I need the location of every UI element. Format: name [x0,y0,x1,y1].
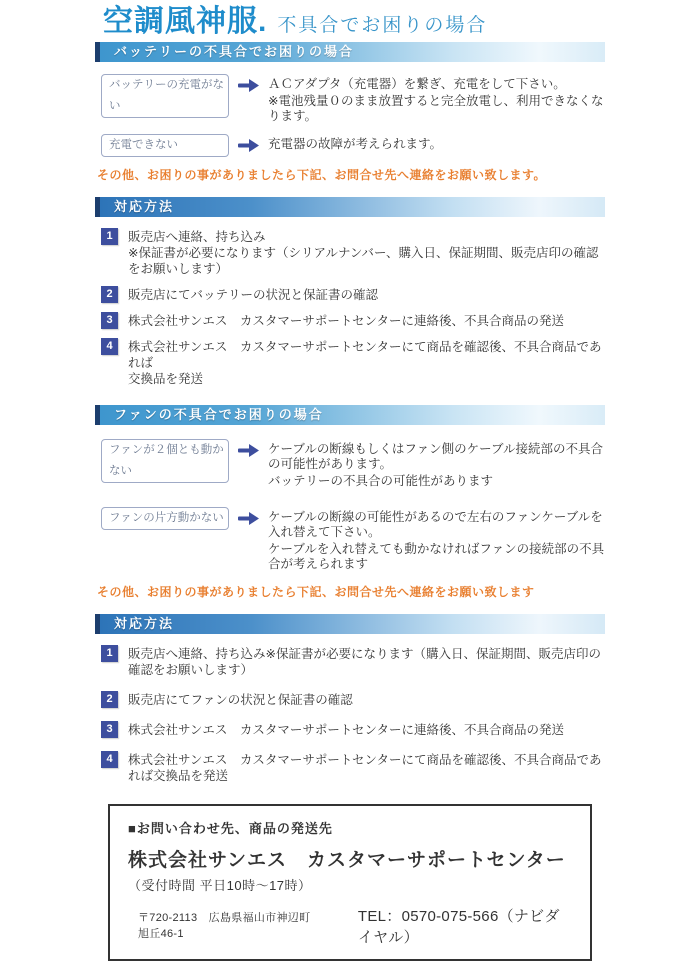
step-number-badge: 3 [101,312,118,329]
condition-box-battery-no-charge: バッテリーの充電がない [101,74,229,118]
step-line: 株式会社サンエス カスタマーサポートセンターにて商品を確認後、不具合商品であれば交換品を発送 [128,753,602,783]
contact-label: ■お問い合わせ先、商品の発送先 [128,821,333,836]
step-number-badge: 1 [101,228,118,245]
right-arrow-icon [238,444,259,457]
step-number-badge: 3 [101,721,118,738]
fan-steps-list [95,645,605,784]
step-number-badge: 2 [101,286,118,303]
step-item-4 [101,338,605,387]
contact-address: 〒720-2113 広島県福山市神辺町旭丘46-1 [138,912,311,940]
step-text [128,286,378,303]
answer-line: 充電器の故障が考えられます。 [268,137,443,151]
section-header-fan-steps: 対応方法 [95,614,605,634]
page-subtitle: 不具合でお困りの場合 [277,15,488,36]
step-text [128,645,605,678]
step-line: 交換品を発送 [128,372,204,386]
step-item-3 [101,721,605,738]
fan-contact-note: その他、お困りの事がありましたら下記、お問合せ先へ連絡をお願い致します [97,585,535,599]
section-header-battery-steps: 対応方法 [95,197,605,217]
section-header-fan-trouble: ファンの不具合でお困りの場合 [95,405,605,425]
right-arrow-icon [238,512,259,525]
fan-condition-row-1 [95,439,605,491]
step-line: 株式会社サンエス カスタマーサポートセンターにて商品を確認後、不具合商品であれば [128,340,602,370]
step-number-badge: 1 [101,645,118,662]
contact-info-box [108,804,592,961]
step-line: 株式会社サンエス カスタマーサポートセンターに連絡後、不具合商品の発送 [128,314,565,328]
content-column [95,0,605,961]
step-text [128,751,605,784]
step-number-badge: 4 [101,338,118,355]
condition-box-both-fans-dead: ファンが２個とも動かない [101,439,229,483]
step-text [128,691,353,708]
step-text [128,312,564,329]
answer-line: バッテリーの不具合の可能性があります [268,474,494,488]
answer-line: ※電池残量０のまま放置すると完全放電し、利用できなくなります。 [268,94,604,123]
step-line: ※保証書が必要になります（シリアルナンバー、購入日、保証期間、販売店印の確認をお願いします） [128,246,599,276]
battery-contact-note: その他、お困りの事がありましたら下記、お問合せ先へ連絡をお願い致します。 [97,168,547,182]
step-number-badge: 2 [101,691,118,708]
step-line: 販売店へ連絡、持ち込み※保証書が必要になります（購入日、保証期間、販売店印の確認をお願いします） [128,647,601,677]
battery-answer-1 [268,74,605,126]
answer-line: ケーブルの断線の可能性があるので左右のファンケーブルを入れ替えて下さい。 [268,510,603,539]
fan-condition-row-2 [95,507,605,574]
right-arrow-icon [238,79,259,92]
answer-line: ＡＣアダプタ（充電器）を繋ぎ、充電をして下さい。 [268,77,566,91]
right-arrow-icon [238,139,259,152]
step-text [128,338,605,387]
fan-answer-1 [268,439,605,491]
answer-line: ケーブルを入れ替えても動かなければファンの接続部の不具合が考えられます [268,542,605,571]
step-item-4 [101,751,605,784]
step-line: 販売店へ連絡、持ち込み [128,230,266,244]
step-number-badge: 4 [101,751,118,768]
battery-steps-list [95,228,605,387]
contact-hours: （受付時間 平日10時～17時） [128,878,312,893]
answer-line: ケーブルの断線もしくはファン側のケーブル接続部の不具合の可能性があります。 [268,442,604,471]
battery-answer-2 [268,134,442,154]
step-text [128,228,605,277]
section-header-battery-trouble: バッテリーの不具合でお困りの場合 [95,42,605,62]
step-item-3 [101,312,605,329]
step-text [128,721,564,738]
battery-condition-row-2 [95,134,605,157]
contact-phone-number: TEL：0570-075-566（ナビダイヤル） [357,908,560,946]
battery-condition-row-1 [95,74,605,126]
step-item-2 [101,691,605,708]
step-line: 株式会社サンエス カスタマーサポートセンターに連絡後、不具合商品の発送 [128,723,565,737]
page-header [95,5,605,42]
step-item-1 [101,645,605,678]
condition-box-one-fan-dead: ファンの片方動かない [101,507,229,530]
step-item-2 [101,286,605,303]
fan-answer-2 [268,507,605,574]
condition-box-cannot-charge: 充電できない [101,134,229,157]
contact-company-name: 株式会社サンエス カスタマーサポートセンター [128,850,566,871]
step-item-1 [101,228,605,277]
brand-logo-text: 空調風神服. [103,5,268,38]
step-line: 販売店にてファンの状況と保証書の確認 [128,693,353,707]
step-line: 販売店にてバッテリーの状況と保証書の確認 [128,288,379,302]
contact-bottom-row [128,905,572,947]
